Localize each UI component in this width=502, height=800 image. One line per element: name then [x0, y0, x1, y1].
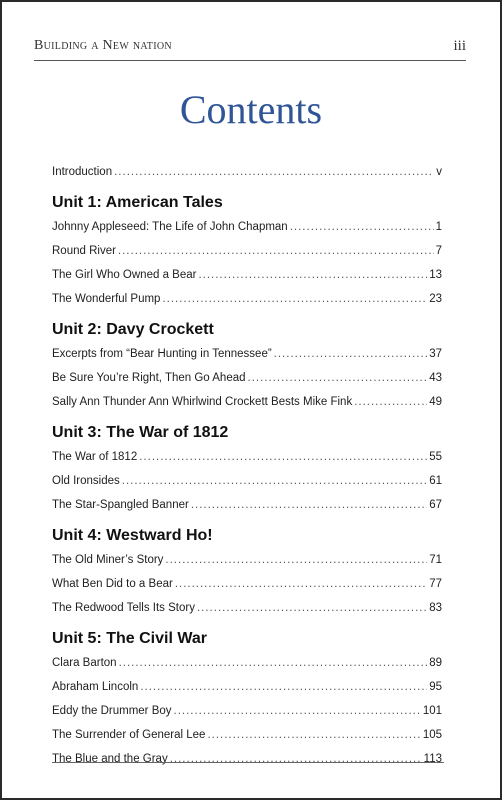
dot-leader [122, 469, 427, 493]
dot-leader [165, 548, 427, 572]
unit-heading: Unit 3: The War of 1812 [52, 424, 229, 441]
dot-leader [118, 239, 434, 263]
running-header-page-number: iii [453, 38, 466, 54]
toc-entry-page: 77 [429, 578, 442, 590]
toc-entry-title: Round River [52, 245, 116, 257]
dot-leader [191, 493, 427, 517]
toc-entry [52, 342, 442, 366]
toc-entry-title: Sally Ann Thunder Ann Whirlwind Crockett Bests Mike Fink [52, 396, 353, 408]
dot-leader [140, 675, 427, 699]
dot-leader [198, 263, 427, 287]
toc-entry-page: 43 [429, 372, 442, 384]
toc-entry [52, 572, 442, 596]
unit-heading: Unit 4: Westward Ho! [52, 527, 213, 544]
toc-entry-title: Abraham Lincoln [52, 681, 139, 693]
dot-leader [197, 596, 427, 620]
toc-entry-page: 13 [429, 269, 442, 281]
dot-leader [119, 651, 428, 675]
page-title: Contents [179, 87, 323, 132]
dot-leader [174, 699, 421, 723]
toc-entry-page: 61 [429, 475, 442, 487]
toc-entry-title: Be Sure You’re Right, Then Go Ahead [52, 372, 246, 384]
toc-entry-title: The Wonderful Pump [52, 293, 161, 305]
toc-entry [52, 390, 442, 414]
toc-entry [52, 445, 442, 469]
toc-entry-page: 1 [435, 221, 442, 233]
dot-leader [139, 445, 427, 469]
toc-entry-page: 7 [435, 245, 442, 257]
toc-entry-page: 49 [429, 396, 442, 408]
toc-entry-page: 95 [429, 681, 442, 693]
toc-entry [52, 287, 442, 311]
toc-entry [52, 366, 442, 390]
running-header [34, 38, 466, 60]
toc-entry-page: 23 [429, 293, 442, 305]
dot-leader [290, 215, 434, 239]
toc-entry-page: 105 [422, 729, 442, 741]
unit-heading: Unit 2: Davy Crockett [52, 321, 214, 338]
dot-leader [354, 390, 427, 414]
toc-entry [52, 263, 442, 287]
toc-entry-introduction [52, 160, 442, 184]
toc-entry [52, 493, 442, 517]
toc-entry-title: The Blue and the Gray [52, 753, 168, 765]
toc-entry-title: Excerpts from “Bear Hunting in Tennessee” [52, 348, 272, 360]
footer-rule [52, 762, 444, 763]
toc-entry-page: 71 [429, 554, 442, 566]
toc-entry-title: The Star-Spangled Banner [52, 499, 189, 511]
toc-entry-title: Clara Barton [52, 657, 117, 669]
header-rule [34, 60, 466, 61]
toc-entry-page: 37 [429, 348, 442, 360]
toc-entry-page: 55 [429, 451, 442, 463]
unit-heading: Unit 5: The Civil War [52, 630, 207, 647]
toc-entry-title: Introduction [52, 166, 113, 178]
toc-entry [52, 747, 442, 771]
dot-leader [274, 342, 428, 366]
toc-entry-title: The War of 1812 [52, 451, 138, 463]
toc-entry-title: What Ben Did to a Bear [52, 578, 173, 590]
dot-leader [170, 747, 422, 771]
toc-entry-page: 101 [422, 705, 442, 717]
toc-entry-title: Johnny Appleseed: The Life of John Chapman [52, 221, 288, 233]
toc-entry-title: Eddy the Drummer Boy [52, 705, 172, 717]
toc-entry [52, 215, 442, 239]
toc-entry [52, 651, 442, 675]
dot-leader [175, 572, 427, 596]
toc-entry-title: Old Ironsides [52, 475, 120, 487]
dot-leader [248, 366, 428, 390]
toc-entry [52, 675, 442, 699]
toc-entry-page: 67 [429, 499, 442, 511]
toc-entry-page: v [436, 166, 442, 178]
toc-entry-title: The Surrender of General Lee [52, 729, 206, 741]
toc-entry [52, 239, 442, 263]
dot-leader [162, 287, 427, 311]
toc-entry-title: The Old Miner’s Story [52, 554, 164, 566]
table-of-contents [52, 160, 442, 771]
toc-entry [52, 548, 442, 572]
unit-heading: Unit 1: American Tales [52, 194, 223, 211]
toc-entry [52, 469, 442, 493]
running-header-title: Building a New nation [34, 38, 172, 53]
toc-entry-page: 83 [429, 602, 442, 614]
dot-leader [114, 160, 434, 184]
dot-leader [207, 723, 420, 747]
toc-entry [52, 699, 442, 723]
toc-entry-page: 89 [429, 657, 442, 669]
toc-entry-page: 113 [423, 753, 442, 765]
toc-entry-title: The Girl Who Owned a Bear [52, 269, 197, 281]
toc-entry [52, 723, 442, 747]
toc-entry-title: The Redwood Tells Its Story [52, 602, 195, 614]
toc-entry [52, 596, 442, 620]
